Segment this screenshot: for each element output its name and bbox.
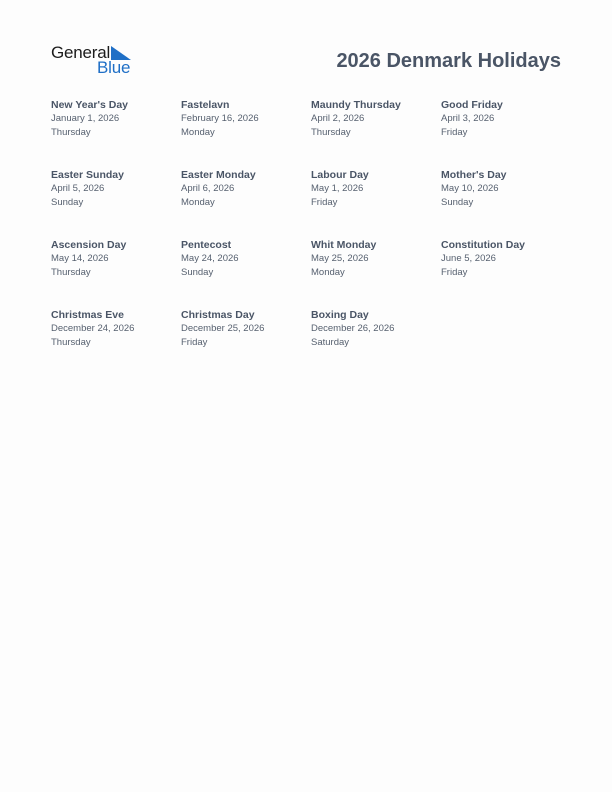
holiday-row: [51, 98, 571, 168]
holiday-weekday: Monday: [311, 267, 345, 278]
holiday-entry: [441, 98, 571, 168]
holiday-weekday: Thursday: [51, 127, 91, 138]
holiday-grid: [51, 98, 571, 378]
holiday-date: December 24, 2026: [51, 323, 135, 334]
logo-text-general: General: [51, 43, 111, 62]
holiday-name: New Year's Day: [51, 99, 129, 111]
holiday-entry: [181, 98, 311, 168]
holiday-date: May 10, 2026: [441, 183, 499, 194]
holiday-weekday: Thursday: [311, 127, 351, 138]
holiday-name: Good Friday: [441, 99, 503, 111]
holiday-weekday: Sunday: [51, 197, 84, 208]
holiday-weekday: Thursday: [51, 267, 91, 278]
holiday-date: May 14, 2026: [51, 253, 109, 264]
holiday-row: [51, 168, 571, 238]
holiday-row: [51, 308, 571, 378]
holiday-entry: [181, 238, 311, 308]
holiday-name: Easter Sunday: [51, 169, 124, 181]
holiday-name: Whit Monday: [311, 239, 377, 251]
holiday-entry: [311, 168, 441, 238]
holiday-name: Constitution Day: [441, 239, 525, 251]
holiday-date: April 3, 2026: [441, 113, 495, 124]
holiday-entry: [441, 168, 571, 238]
holiday-weekday: Monday: [181, 127, 215, 138]
holiday-name: Mother's Day: [441, 169, 507, 181]
holiday-weekday: Saturday: [311, 337, 350, 348]
holiday-entry: [441, 238, 571, 308]
holiday-date: April 5, 2026: [51, 183, 105, 194]
holiday-entry: [51, 168, 181, 238]
holiday-date: May 1, 2026: [311, 183, 364, 194]
logo-text-blue: Blue: [97, 58, 131, 77]
holiday-entry: [311, 98, 441, 168]
holiday-name: Ascension Day: [51, 239, 127, 251]
holiday-date: May 25, 2026: [311, 253, 369, 264]
holiday-entry: [311, 238, 441, 308]
holiday-date: April 6, 2026: [181, 183, 235, 194]
holiday-date: December 25, 2026: [181, 323, 265, 334]
holiday-row: [51, 238, 571, 308]
holiday-entry: [181, 168, 311, 238]
holiday-name: Fastelavn: [181, 99, 230, 111]
holiday-weekday: Friday: [181, 337, 208, 348]
holiday-name: Labour Day: [311, 169, 369, 181]
holiday-entry: [51, 98, 181, 168]
holiday-weekday: Friday: [441, 127, 468, 138]
holiday-weekday: Monday: [181, 197, 215, 208]
holiday-date: January 1, 2026: [51, 113, 120, 124]
holiday-date: February 16, 2026: [181, 113, 259, 124]
holiday-entry: [181, 308, 311, 378]
holiday-date: April 2, 2026: [311, 113, 365, 124]
holiday-name: Pentecost: [181, 239, 232, 251]
holiday-date: December 26, 2026: [311, 323, 395, 334]
holiday-date: May 24, 2026: [181, 253, 239, 264]
holiday-name: Boxing Day: [311, 309, 369, 321]
holiday-name: Christmas Day: [181, 309, 255, 321]
holiday-weekday: Friday: [441, 267, 468, 278]
generalblue-logo: [51, 44, 141, 78]
holiday-weekday: Sunday: [181, 267, 214, 278]
holiday-entry: [311, 308, 441, 378]
holiday-name: Easter Monday: [181, 169, 256, 181]
holiday-entry: [51, 238, 181, 308]
page-title: 2026 Denmark Holidays: [336, 50, 561, 72]
holiday-weekday: Thursday: [51, 337, 91, 348]
holiday-weekday: Sunday: [441, 197, 474, 208]
holiday-name: Christmas Eve: [51, 309, 124, 321]
holiday-date: June 5, 2026: [441, 253, 496, 264]
holiday-name: Maundy Thursday: [311, 99, 401, 111]
holiday-weekday: Friday: [311, 197, 338, 208]
holiday-entry: [51, 308, 181, 378]
